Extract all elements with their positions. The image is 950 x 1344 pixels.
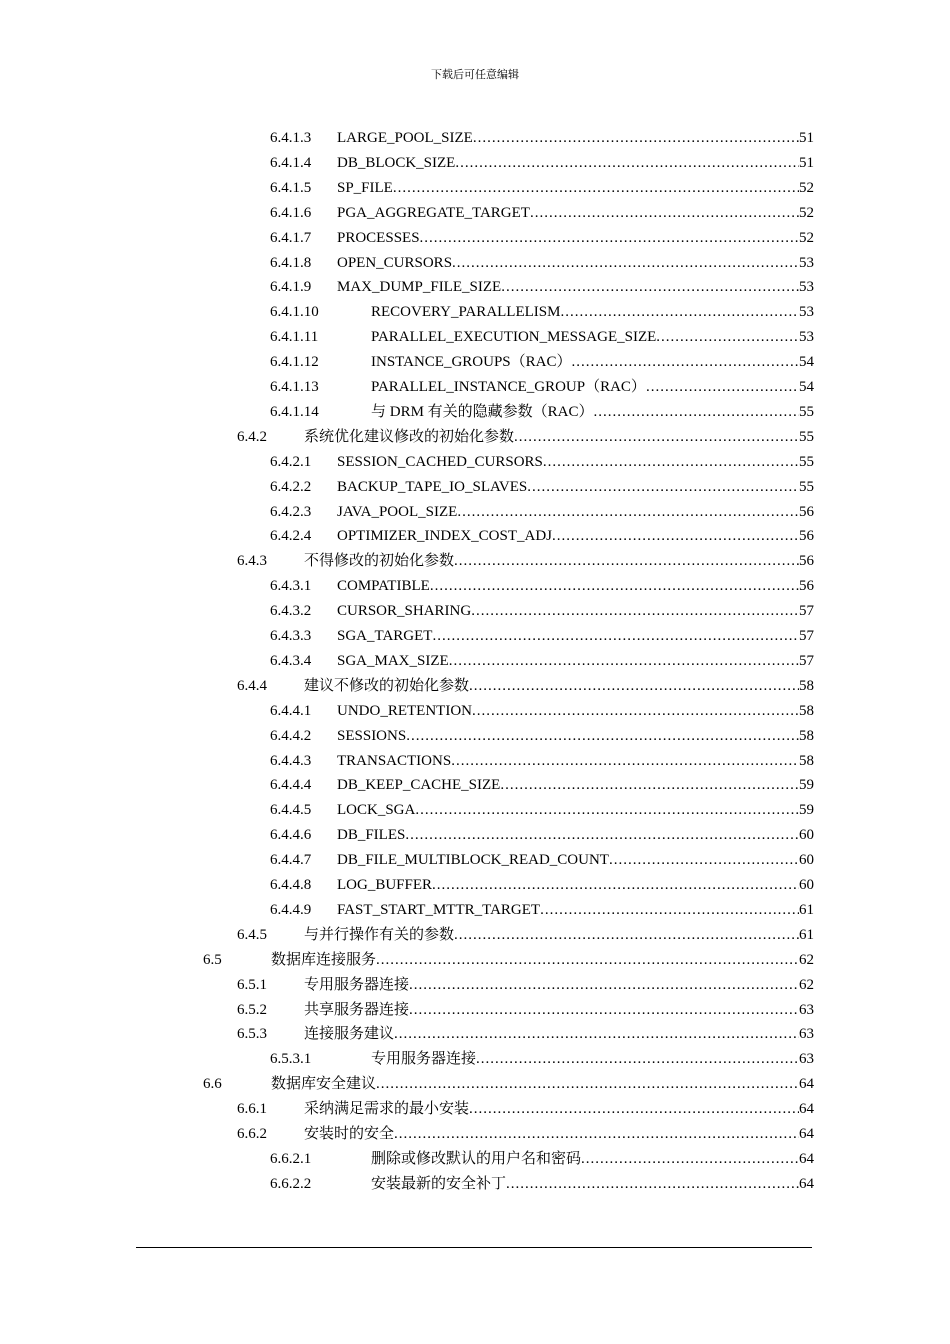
toc-entry-number: 6.4.1.10 [270,304,319,321]
toc-entry-title: FAST_START_MTTR_TARGET [337,901,541,918]
toc-entry-line [337,724,814,748]
toc-entry-number: 6.4.1.5 [270,179,312,196]
toc-entry[interactable] [0,201,950,226]
toc-dot-leader [506,1172,799,1196]
toc-entry[interactable] [0,524,950,549]
toc-entry[interactable] [0,873,950,898]
toc-entry-line [337,649,814,673]
toc-entry-page: 60 [799,877,814,893]
toc-entry-number: 6.4.1.4 [270,154,312,171]
toc-dot-leader [530,201,799,225]
toc-entry-number: 6.4.1.3 [270,130,312,146]
toc-entry-title: UNDO_RETENTION [337,702,472,719]
toc-entry-line [304,923,814,947]
toc-entry-title: 建议不修改的初始化参数 [304,677,470,694]
toc-entry-page: 51 [799,130,814,146]
toc-entry-line [304,1022,814,1046]
toc-entry-title: TRANSACTIONS [337,752,452,769]
toc-entry-line [304,998,814,1022]
toc-dot-leader [449,649,799,673]
toc-entry[interactable] [0,1147,950,1172]
toc-entry-page: 58 [799,702,814,719]
toc-entry-page: 55 [799,403,814,420]
toc-entry-line [304,425,814,449]
toc-entry-page: 56 [799,553,814,570]
toc-entry[interactable] [0,176,950,201]
toc-dot-leader [432,873,799,897]
toc-entry-page: 63 [799,1051,814,1068]
toc-entry-line [337,773,814,797]
toc-entry-line [337,201,814,225]
toc-entry-number: 6.6.1 [237,1101,267,1118]
toc-entry[interactable] [0,126,950,151]
toc-entry-page: 53 [799,254,814,271]
toc-entry-page: 63 [799,1026,814,1043]
toc-entry-line [304,549,814,573]
toc-entry-title: PARALLEL_EXECUTION_MESSAGE_SIZE [371,329,657,346]
toc-entry[interactable] [0,400,950,425]
toc-dot-leader [452,251,799,275]
toc-entry-line [337,126,814,150]
toc-dot-leader [406,724,799,748]
toc-entry[interactable] [0,674,950,699]
toc-entry-page: 57 [799,603,814,620]
toc-dot-leader [409,973,799,997]
toc-entry-number: 6.4.4.8 [270,877,312,893]
toc-dot-leader [393,176,799,200]
toc-entry-number: 6.6.2.2 [270,1175,312,1192]
toc-entry-line [371,350,814,374]
toc-entry[interactable] [0,1022,950,1047]
toc-dot-leader [514,425,799,449]
toc-entry-page: 52 [799,229,814,246]
toc-entry-number: 6.4.2.2 [270,478,312,495]
toc-entry[interactable] [0,649,950,674]
toc-entry-number: 6.4.2.3 [270,503,312,520]
toc-entry-title: 数据库连接服务 [271,951,377,968]
toc-entry-title: COMPATIBLE [337,578,430,595]
toc-entry[interactable] [0,325,950,350]
toc-entry-title: PGA_AGGREGATE_TARGET [337,204,530,221]
toc-entry-line [371,300,814,324]
toc-entry[interactable] [0,226,950,251]
toc-entry[interactable] [0,624,950,649]
toc-entry-line [337,848,814,872]
toc-entry-page: 56 [799,528,814,545]
toc-entry-page: 53 [799,329,814,346]
toc-entry-title: 数据库安全建议 [271,1076,377,1093]
toc-entry-page: 64 [799,1150,814,1167]
toc-entry-number: 6.4.1.8 [270,254,312,271]
toc-entry[interactable] [0,1047,950,1072]
toc-entry-title: INSTANCE_GROUPS（RAC） [371,354,572,371]
toc-entry-line [337,151,814,175]
toc-dot-leader [457,500,799,524]
toc-entry-number: 6.4.1.7 [270,229,312,246]
toc-entry-number: 6.5 [203,951,222,968]
toc-dot-leader [501,275,799,299]
toc-dot-leader [646,375,799,399]
toc-entry-number: 6.5.2 [237,1001,267,1018]
toc-dot-leader [394,1022,799,1046]
toc-entry[interactable] [0,251,950,276]
toc-entry-title: MAX_DUMP_FILE_SIZE [337,279,502,296]
toc-entry-number: 6.4.3.3 [270,628,312,644]
toc-entry-line [337,500,814,524]
toc-entry-number: 6.4.4.9 [270,901,312,918]
toc-dot-leader [455,151,799,175]
toc-entry[interactable] [0,151,950,176]
toc-entry-number: 6.4.1.14 [270,403,319,420]
toc-entry-number: 6.4.4.1 [270,702,312,719]
toc-entry[interactable] [0,1172,950,1197]
toc-entry-title: 安装最新的安全补丁 [371,1175,507,1192]
toc-entry-page: 64 [799,1175,814,1192]
toc-entry-page: 54 [799,354,814,371]
toc-entry-title: 安装时的安全 [304,1126,395,1142]
toc-dot-leader [572,350,800,374]
toc-entry-page: 62 [799,951,814,968]
toc-entry[interactable] [0,923,950,948]
toc-entry-line [337,450,814,474]
toc-entry-title: SESSION_CACHED_CURSORS [337,453,543,470]
toc-entry-page: 57 [799,628,814,644]
toc-dot-leader [473,126,799,150]
toc-entry-line [337,624,814,648]
toc-entry-title: OPTIMIZER_INDEX_COST_ADJ [337,528,552,545]
toc-entry[interactable] [0,300,950,325]
toc-entry-title: LOG_BUFFER [337,877,433,893]
toc-entry-title: RECOVERY_PARALLELISM [371,304,561,321]
toc-dot-leader [430,574,799,598]
toc-dot-leader [409,998,799,1022]
toc-entry[interactable] [0,1097,950,1122]
toc-entry-page: 58 [799,677,814,694]
toc-entry-line [337,699,814,723]
toc-dot-leader [469,674,799,698]
toc-entry[interactable] [0,823,950,848]
toc-entry-number: 6.4.5 [237,926,267,943]
toc-entry-page: 52 [799,204,814,221]
toc-entry-page: 64 [799,1101,814,1118]
toc-entry-title: DB_FILES [337,827,406,844]
toc-entry[interactable] [0,275,950,300]
toc-entry-line [271,948,814,972]
toc-entry-page: 63 [799,1001,814,1018]
toc-dot-leader [415,798,799,822]
toc-entry-number: 6.4.3 [237,553,267,570]
toc-entry-page: 59 [799,802,814,819]
toc-entry-title: 专用服务器连接 [304,976,410,993]
toc-entry-page: 59 [799,777,814,794]
toc-entry-number: 6.4.1.12 [270,354,319,371]
toc-entry-number: 6.4.4.7 [270,852,312,869]
toc-entry[interactable] [0,425,950,450]
toc-entry-number: 6.6 [203,1076,222,1093]
toc-dot-leader [527,475,799,499]
toc-entry-line [371,1047,814,1071]
toc-entry-title: DB_FILE_MULTIBLOCK_READ_COUNT [337,852,609,869]
toc-entry-number: 6.4.4.5 [270,802,312,819]
toc-dot-leader [656,325,799,349]
toc-entry-title: PROCESSES [337,229,420,246]
toc-dot-leader [472,699,799,723]
toc-entry-page: 62 [799,976,814,993]
toc-entry-line [337,873,814,897]
toc-entry-number: 6.4.3.4 [270,652,312,669]
toc-entry[interactable] [0,749,950,774]
toc-entry-page: 56 [799,578,814,595]
toc-entry-title: JAVA_POOL_SIZE [337,503,458,520]
toc-entry-line [304,973,814,997]
toc-entry[interactable] [0,724,950,749]
toc-entry-title: DB_BLOCK_SIZE [337,154,456,171]
toc-entry-number: 6.5.3 [237,1026,267,1043]
toc-entry-number: 6.4.2 [237,428,267,445]
toc-entry-number: 6.4.1.6 [270,204,312,221]
toc-entry-title: 与并行操作有关的参数 [304,926,455,943]
toc-entry[interactable] [0,549,950,574]
toc-entry-number: 6.4.3.2 [270,603,312,620]
toc-dot-leader [476,1047,799,1071]
toc-entry[interactable] [0,599,950,624]
toc-entry-title: LARGE_POOL_SIZE [337,130,473,146]
toc-entry-title: BACKUP_TAPE_IO_SLAVES [337,478,528,495]
toc-entry-page: 51 [799,154,814,171]
toc-entry-title: 采纳满足需求的最小安装 [304,1101,470,1118]
toc-entry-number: 6.4.2.1 [270,453,312,470]
toc-dot-leader [454,549,799,573]
toc-entry-line [337,574,814,598]
toc-dot-leader [543,450,799,474]
toc-entry-number: 6.4.4.6 [270,827,312,844]
toc-entry-title: SP_FILE [337,179,393,196]
toc-dot-leader [540,898,799,922]
toc-entry[interactable] [0,699,950,724]
toc-entry-title: DB_KEEP_CACHE_SIZE [337,777,501,794]
toc-entry[interactable] [0,450,950,475]
toc-dot-leader [454,923,799,947]
toc-entry-line [337,798,814,822]
toc-entry-page: 53 [799,304,814,321]
toc-entry-title: SGA_MAX_SIZE [337,652,449,669]
toc-entry-number: 6.4.1.9 [270,279,312,296]
toc-entry-page: 52 [799,179,814,196]
toc-entry[interactable] [0,500,950,525]
toc-entry-title: OPEN_CURSORS [337,254,453,271]
toc-entry[interactable] [0,798,950,823]
toc-dot-leader [420,226,799,250]
toc-entry-number: 6.6.2.1 [270,1150,312,1167]
toc-entry-page: 60 [799,827,814,844]
toc-entry-page: 55 [799,428,814,445]
toc-entry[interactable] [0,773,950,798]
toc-entry-number: 6.4.2.4 [270,528,312,545]
toc-entry-line [371,375,814,399]
toc-entry-number: 6.4.4.3 [270,752,312,769]
page-header: 下载后可任意编辑 [431,69,519,81]
toc-entry-number: 6.5.3.1 [270,1051,312,1068]
toc-entry[interactable] [0,898,950,923]
toc-entry[interactable] [0,375,950,400]
toc-entry-page: 54 [799,379,814,395]
toc-entry-line [337,749,814,773]
toc-entry-title: CURSOR_SHARING [337,603,472,620]
toc-entry-page: 53 [799,279,814,296]
toc-entry[interactable] [0,973,950,998]
toc-entry-line [337,251,814,275]
toc-entry-title: 系统优化建议修改的初始化参数 [304,428,515,445]
toc-dot-leader [451,749,799,773]
toc-dot-leader [376,948,799,972]
toc-entry[interactable] [0,948,950,973]
toc-dot-leader [394,1122,799,1146]
toc-entry-title: 专用服务器连接 [371,1051,477,1068]
toc-entry-line [337,823,814,847]
toc-entry-title: 不得修改的初始化参数 [304,553,455,570]
toc-entry-number: 6.4.1.11 [270,329,319,346]
toc-entry-line [271,1072,814,1096]
toc-entry-page: 58 [799,752,814,769]
toc-entry-number: 6.4.3.1 [270,578,312,595]
toc-entry-title: SESSIONS [337,727,407,744]
toc-entry-page: 55 [799,453,814,470]
toc-entry-title: 共享服务器连接 [304,1001,410,1018]
toc-entry-page: 57 [799,652,814,669]
toc-entry-page: 60 [799,852,814,869]
toc-dot-leader [609,848,799,872]
toc-entry-number: 6.4.4.2 [270,727,312,744]
toc-entry-line [337,475,814,499]
toc-dot-leader [469,1097,799,1121]
toc-dot-leader [594,400,799,424]
toc-entry-line [304,674,814,698]
toc-dot-leader [432,624,799,648]
toc-dot-leader [581,1147,799,1171]
toc-entry[interactable] [0,574,950,599]
toc-entry-line [371,1172,814,1196]
toc-entry[interactable] [0,475,950,500]
toc-dot-leader [552,524,799,548]
toc-entry-number: 6.4.1.13 [270,379,319,395]
toc-entry-page: 56 [799,503,814,520]
toc-entry-line [337,275,814,299]
toc-entry-title: 删除或修改默认的用户名和密码 [371,1150,582,1167]
toc-entry-page: 64 [799,1076,814,1093]
toc-entry[interactable] [0,1072,950,1097]
toc-entry-number: 6.5.1 [237,976,267,993]
toc-entry-number: 6.4.4 [237,677,267,694]
toc-dot-leader [500,773,799,797]
toc-entry-title: PARALLEL_INSTANCE_GROUP（RAC） [371,379,646,395]
toc-entry[interactable] [0,350,950,375]
footer-divider [136,1247,812,1248]
toc-entry-line [304,1122,814,1146]
toc-entry-title: 与 DRM 有关的隐藏参数（RAC） [371,403,594,420]
toc-entry-page: 64 [799,1126,814,1142]
toc-entry-line [337,599,814,623]
toc-entry-line [371,400,814,424]
toc-entry-line [337,898,814,922]
toc-entry-title: 连接服务建议 [304,1026,395,1043]
toc-dot-leader [560,300,799,324]
toc-dot-leader [471,599,799,623]
toc-entry-number: 6.4.4.4 [270,777,312,794]
toc-entry-line [371,325,814,349]
toc-entry-line [337,524,814,548]
toc-entry-title: LOCK_SGA [337,802,416,819]
toc-dot-leader [376,1072,799,1096]
toc-entry-page: 55 [799,478,814,495]
toc-entry-title: SGA_TARGET [337,628,433,644]
toc-entry-line [337,176,814,200]
toc-entry-page: 58 [799,727,814,744]
toc-entry-page: 61 [799,926,814,943]
toc-entry-line [304,1097,814,1121]
toc-entry-number: 6.6.2 [237,1126,267,1142]
toc-entry-page: 61 [799,901,814,918]
toc-entry[interactable] [0,998,950,1023]
toc-dot-leader [405,823,799,847]
toc-entry[interactable] [0,848,950,873]
toc-entry-line [371,1147,814,1171]
toc-entry[interactable] [0,1122,950,1147]
toc-entry-line [337,226,814,250]
